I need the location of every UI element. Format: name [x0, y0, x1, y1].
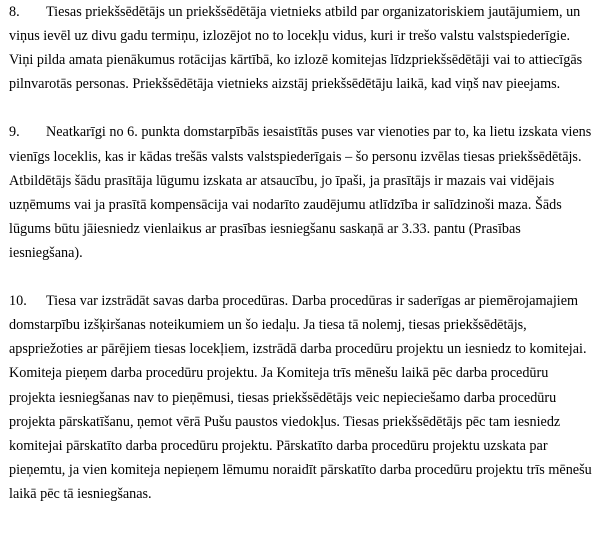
paragraph-10 [9, 289, 594, 506]
paragraph-text: Tiesas priekšsēdētājs un priekšsēdētāja vietnieks atbild par organizatoriskiem jautājumiem, un viņus ievēl uz divu gadu termiņu, izlozējot no to locekļu vidus, kuri ir trešo valstu valstspiederīgie. Viņi pilda amata pienākumus rotācijas kārtībā, ko izlozē komitejas līdzpriekšsēdētāji vai to attiecīgās pilnvarotās personas. Priekšsēdētāja vietnieks aizstāj priekšsēdētāju laikā, kad viņš nav pieejams. [9, 4, 583, 93]
paragraph-number: 8. [9, 4, 20, 20]
paragraph-spacer [9, 265, 594, 289]
paragraph-number: 9. [9, 124, 20, 141]
paragraph-number: 10. [9, 293, 27, 310]
paragraph-text: Tiesa var izstrādāt savas darba procedūras. Darba procedūras ir saderīgas ar piemērojamajiem domstarpību izšķiršanas noteikumiem un šo iedaļu. Ja tiesa tā nolemj, tiesas priekšsēdētājs, apspriežoties ar pārējiem tiesas locekļiem, izstrādā darba procedūru projektu un iesniedz to komitejai. Komiteja pieņem darba procedūru projektu. Ja Komiteja trīs mēnešu laikā pēc darba procedūru projekta iesniegšanas nav to pieņēmusi, tiesas priekšsēdētājs veic nepieciešamo darba procedūru projekta pārskatīšanu, ņemot vērā Pušu paustos viedokļus. Tiesas priekšsēdētājs pēc tam iesniedz komitejai pārskatīto darba procedūru projektu. Pārskatīto darba procedūru projektu uzskata par pieņemtu, ja vien komiteja nepieņem lēmumu noraidīt pārskatīto darba procedūru projektu trīs mēnešu laikā pēc tā iesniegšanas. [9, 293, 592, 502]
paragraph-9 [9, 120, 594, 265]
paragraph-spacer [9, 96, 594, 120]
document-body [9, 0, 594, 506]
paragraph-text: Neatkarīgi no 6. punkta domstarpībās iesaistītās puses var vienoties par to, ka lietu izskata viens vienīgs loceklis, kas ir kādas trešās valsts valstspiederīgais – šo personu izvēlas tiesas priekšsēdētājs. Atbildētājs šādu prasītāja lūgumu izskata ar atsaucību, jo īpaši, ja prasītājs ir mazais vai vidējais uzņēmums vai ja prasītā kompensācija vai nodarīto zaudējumu atlīdzība ir salīdzinoši maza. Šāds lūgums būtu jāiesniedz vienlaikus ar prasības iesniegšanu saskaņā ar 3.33. pantu (Prasības iesniegšana). [9, 124, 592, 261]
paragraph-8 [9, 0, 594, 96]
